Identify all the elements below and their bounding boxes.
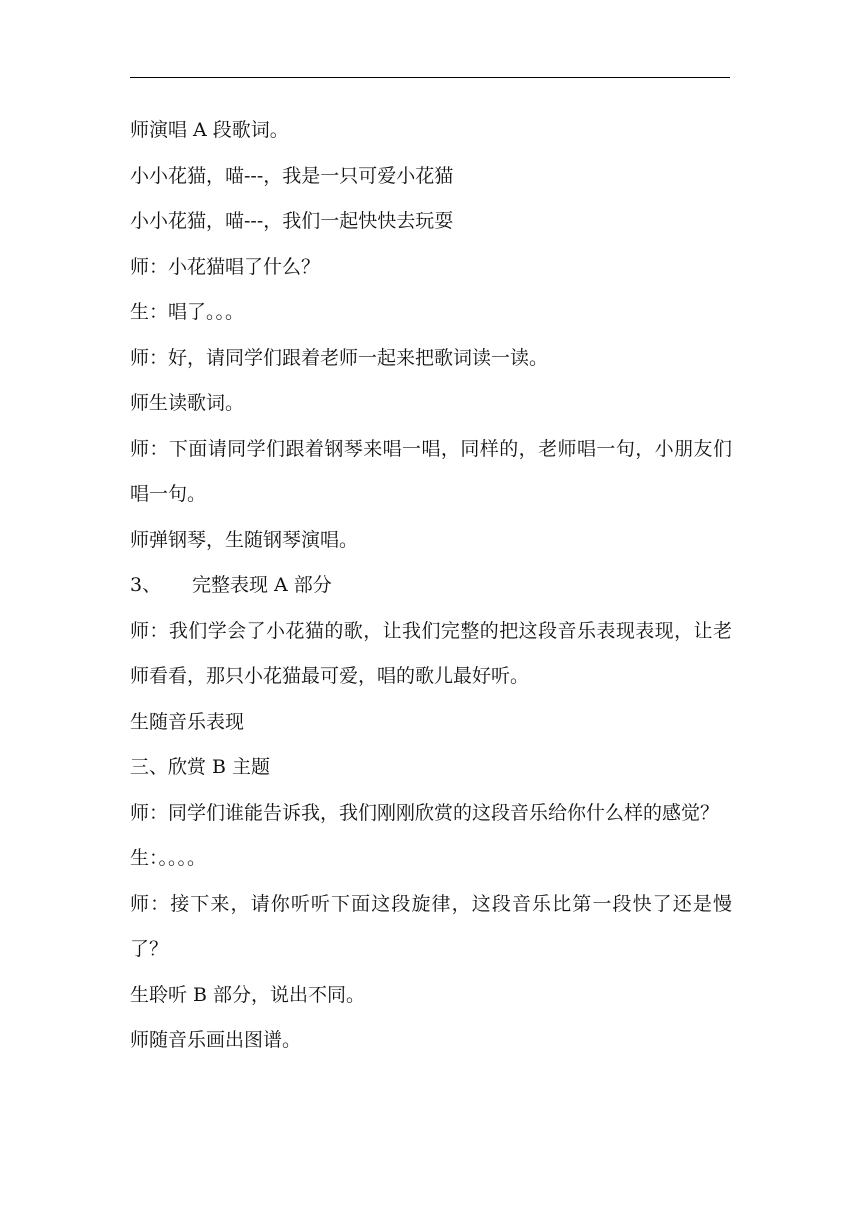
- lyric-line: 小小花猫，喵---，我是一只可爱小花猫: [130, 164, 454, 187]
- header-rule: [130, 77, 730, 78]
- numbered-heading: [130, 563, 732, 609]
- paragraph: 师：同学们谁能告诉我，我们刚刚欣赏的这段音乐给你什么样的感觉？: [130, 801, 720, 824]
- paragraph: 师：下面请同学们跟着钢琴来唱一唱，同样的，老师唱一句，小朋友们唱一句。: [130, 437, 732, 505]
- lyric-line: 小小花猫，喵---，我们一起快快去玩耍: [130, 210, 454, 232]
- paragraph: 生随音乐表现: [130, 710, 245, 733]
- paragraph: 生聆听 B 部分，说出不同。: [130, 983, 366, 1006]
- paragraph: 师：小花猫唱了什么？: [130, 255, 321, 278]
- section-heading: 三、欣赏 B 主题: [130, 756, 271, 778]
- paragraph: 师生读歌词。: [130, 392, 245, 414]
- paragraph: 师：我们学会了小花猫的歌，让我们完整的把这段音乐表现表现，让老师看看，那只小花猫最可爱，唱的歌儿最好听。: [130, 619, 732, 687]
- paragraph: 师：接下来，请你听听下面这段旋律，这段音乐比第一段快了还是慢了？: [130, 892, 732, 960]
- paragraph: 生：。。。。: [130, 847, 207, 869]
- paragraph: 师弹钢琴，生随钢琴演唱。: [130, 528, 359, 551]
- document-body: [130, 108, 732, 1064]
- paragraph: 师演唱 A 段歌词。: [130, 119, 289, 141]
- paragraph: 师：好，请同学们跟着老师一起来把歌词读一读。: [130, 346, 549, 369]
- heading-number: 3、: [130, 574, 162, 596]
- heading-text: 完整表现 A 部分: [192, 574, 332, 596]
- paragraph: 师随音乐画出图谱。: [130, 1029, 302, 1051]
- paragraph: 生：唱了。。。: [130, 301, 245, 323]
